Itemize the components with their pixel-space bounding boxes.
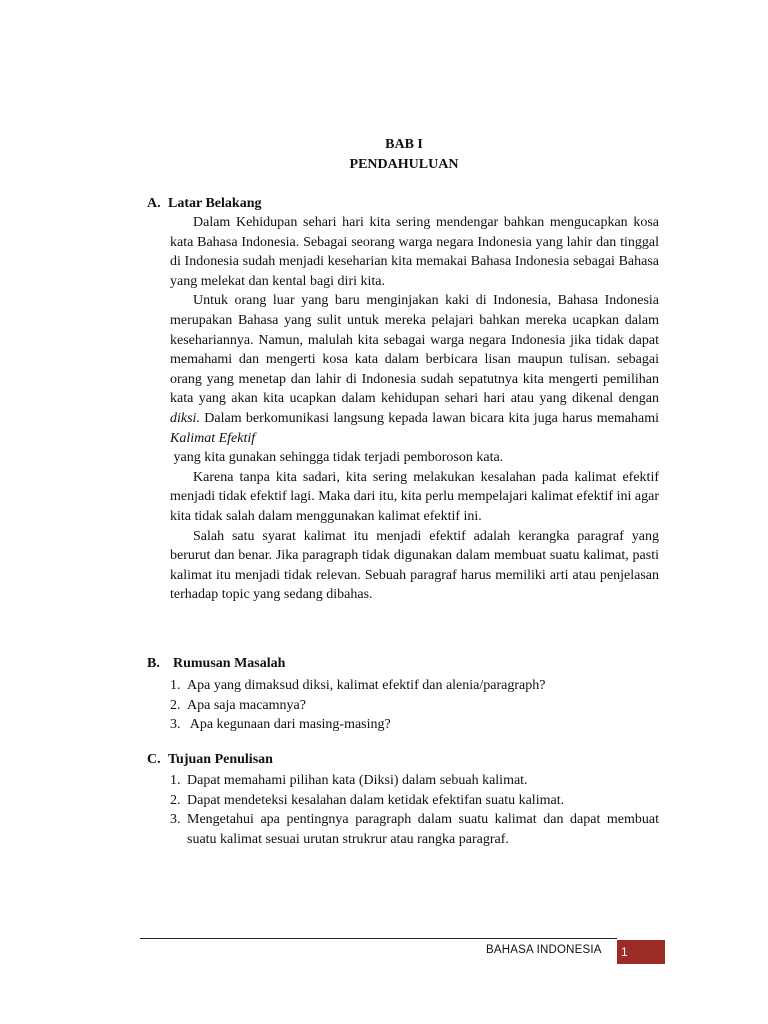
section-b-letter: B.	[147, 656, 160, 671]
italic-term-diksi: diksi.	[170, 410, 200, 426]
list-text: Apa yang dimaksud diksi, kalimat efektif dan alenia/paragraph?	[187, 678, 546, 693]
list-item	[170, 696, 659, 716]
paragraph: Karena tanpa kita sadari, kita sering melakukan kesalahan pada kalimat efektif menjadi tidak efektif lagi. Maka dari itu, kita perlu mempelajari kalimat efektif ini agar kita tidak salah dalam menggunakan kalimat efektif ini.	[170, 469, 659, 524]
section-a-title: Latar Belakang	[168, 196, 262, 211]
list-number: 1.	[170, 773, 181, 788]
paragraph-text: Untuk orang luar yang baru menginjakan kaki di Indonesia, Bahasa Indonesia merupakan Bahasa yang sulit untuk mereka pelajari bahkan mereka ucapkan dalam kesehariannya. Namun, malulah kita sebagai warga negara Indonesia jika tidak dapat memahami dan mengerti kosa kata dalam berbicara lisan maupun tulisan. sebagai orang yang menetap dan lahir di Indonesia sudah sepatutnya kita mengerti pemilihan kata yang akan kita ucapkan dalam kehidupan sehari hari atau yang dikenal dengan	[170, 293, 659, 407]
paragraph: Dalam Kehidupan sehari hari kita sering mendengar bahkan mengucapkan kosa kata Bahasa Indonesia. Sebagai seorang warga negara Indonesia yang lahir dan tinggal di Indonesia sudah menjadi keseharian kita memakai Bahasa Indonesia sebagai Bahasa yang melekat dan kental bagi diri kita.	[170, 215, 659, 289]
page-number-badge: 1	[617, 940, 665, 964]
list-text: Apa saja macamnya?	[187, 697, 306, 713]
section-c-letter: C.	[147, 752, 161, 767]
list-item	[170, 791, 659, 811]
paragraph	[170, 291, 659, 467]
paragraph-text: Dalam berkomunikasi langsung kepada lawan bicara kita juga harus memahami	[204, 410, 659, 426]
footer-divider	[140, 938, 617, 939]
section-b-title: Rumusan Masalah	[173, 656, 286, 671]
list-number: 2.	[170, 792, 181, 808]
paragraph-text: yang kita gunakan sehingga tidak terjadi pemboroson kata.	[173, 450, 504, 466]
section-c-heading	[147, 752, 273, 768]
section-a-body	[170, 213, 659, 605]
list-number: 1.	[170, 678, 181, 693]
paragraph: Salah satu syarat kalimat itu menjadi efektif adalah kerangka paragraf yang berurut dan benar. Jika paragraph tidak digunakan dalam membuat suatu kalimat, pasti kalimat itu menjadi tidak relevan. Sebuah paragraf harus memiliki arti atau penjelasan terhadap topic yang sedang dibahas.	[170, 528, 659, 603]
list-text: Dapat mendeteksi kesalahan dalam ketidak efektifan suatu kalimat.	[187, 792, 565, 808]
section-b-list	[170, 676, 659, 735]
list-text: Dapat memahami pilihan kata (Diksi) dalam sebuah kalimat.	[187, 773, 528, 788]
footer-title: BAHASA INDONESIA	[486, 944, 602, 956]
chapter-title: PENDAHULUAN	[349, 157, 459, 172]
list-text: Apa kegunaan dari masing-masing?	[187, 717, 391, 733]
section-a-letter: A.	[147, 196, 161, 211]
list-item	[170, 810, 659, 849]
section-a-heading	[147, 196, 261, 212]
italic-term-kalimat-efektif: Kalimat Efektif	[170, 430, 256, 446]
section-b-heading	[147, 656, 285, 672]
section-c-title: Tujuan Penulisan	[168, 752, 273, 767]
list-number: 2.	[170, 697, 181, 713]
list-number: 3.	[170, 812, 181, 828]
list-item	[170, 771, 659, 791]
list-item	[170, 715, 659, 735]
list-item	[170, 676, 659, 696]
list-text: Mengetahui apa pentingnya paragraph dalam suatu kalimat dan dapat membuat suatu kalimat sesuai urutan strukrur atau rangka paragraf.	[187, 812, 659, 847]
chapter-number: BAB I	[385, 137, 423, 152]
list-number: 3.	[170, 717, 181, 733]
section-c-list	[170, 771, 659, 849]
